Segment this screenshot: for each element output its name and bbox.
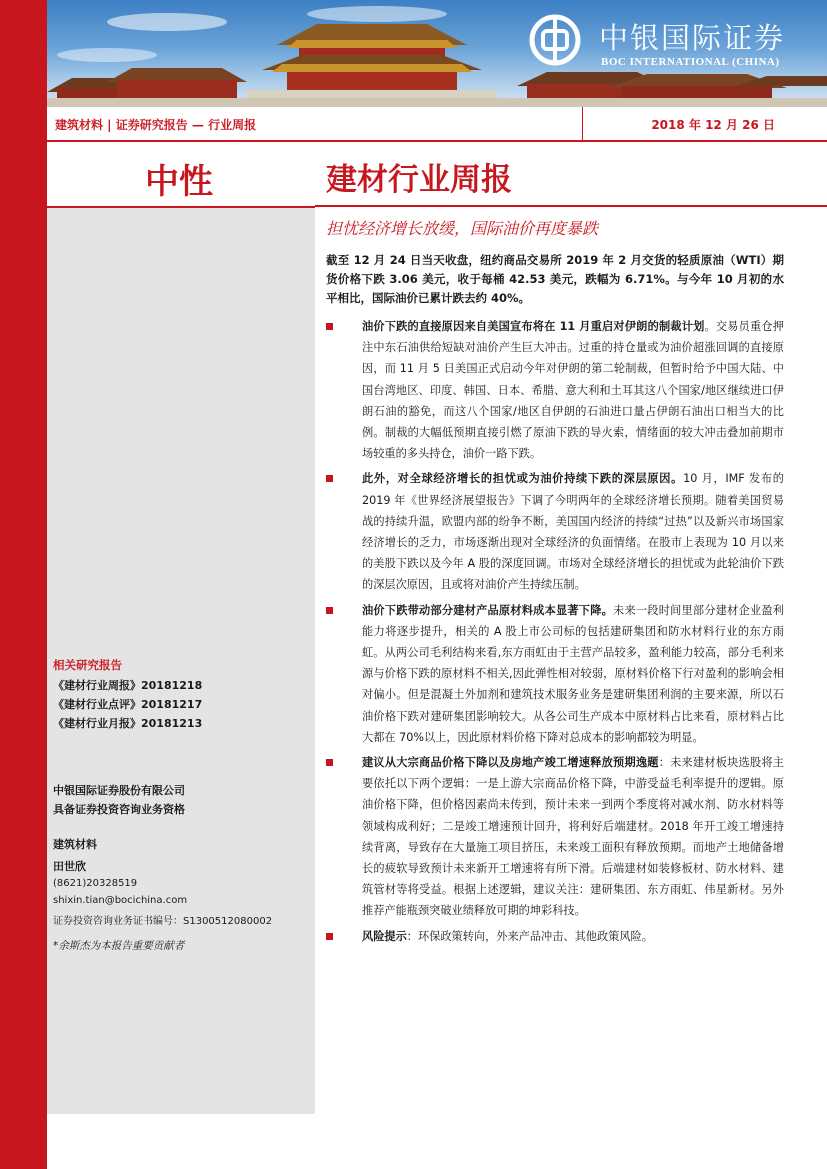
bullet-marker bbox=[326, 475, 333, 482]
company-name: 中银国际证券股份有限公司 bbox=[53, 784, 185, 797]
bullet-item bbox=[326, 468, 784, 595]
report-subheader bbox=[47, 107, 827, 142]
bullet-marker bbox=[326, 759, 333, 766]
bullet-marker bbox=[326, 607, 333, 614]
boc-logo-icon bbox=[529, 14, 581, 66]
report-title: 建材行业周报 bbox=[326, 162, 512, 198]
rating-label: 中性 bbox=[145, 162, 213, 202]
related-report-item[interactable]: 《建材行业周报》20181218 bbox=[53, 679, 203, 692]
bullet-lead: 建议从大宗商品价格下降以及房地产竣工增速释放预期逸题 bbox=[362, 756, 659, 770]
left-red-bar bbox=[0, 0, 47, 1169]
bullet-lead: 油价下跌的直接原因来自美国宣布将在 11 月重启对伊朗的制裁计划 bbox=[362, 320, 705, 333]
brand-name-en: BOC INTERNATIONAL (CHINA) bbox=[601, 56, 780, 68]
related-report-item[interactable]: 《建材行业月报》20181213 bbox=[53, 717, 203, 730]
sidebar bbox=[47, 142, 315, 1114]
brand-logo bbox=[529, 14, 809, 74]
sector-label: 建筑材料 bbox=[53, 838, 97, 851]
header-divider bbox=[582, 107, 583, 140]
related-reports-title: 相关研究报告 bbox=[53, 658, 122, 672]
bullet-item bbox=[326, 316, 784, 464]
bullet-list bbox=[326, 316, 784, 951]
bullet-item bbox=[326, 752, 784, 922]
header-banner bbox=[47, 0, 827, 107]
related-report-item[interactable]: 《建材行业点评》20181217 bbox=[53, 698, 203, 711]
bullet-marker bbox=[326, 933, 333, 940]
bullet-text: ：环保政策转向，外来产品冲击、其他政策风险。 bbox=[406, 929, 653, 943]
analyst-certificate: 证券投资咨询业务证书编号：S1300512080002 bbox=[53, 916, 273, 927]
analyst-name: 田世欣 bbox=[53, 860, 86, 873]
bullet-text: 未来一段时间里部分建材企业盈利能力将逐步提升，相关的 A 股上市公司标的包括建研集团和防水材料行业的东方雨虹。从两公司毛利结构来看,东方雨虹由于主营产品较多，盈利能力较高，部分毛利来源与价格下跌的原材料不相关,因此弹性相对较弱，原材料价格下行对盈利的影响会相对偏小。但是混凝土外加剂和建筑技术服务业务是建研集团利润的主要来源，所以石油价格下跌对建研集团影响较大。从各公司生产成本中原材料占比来看，原材料占比大都在 70%以上，因此原材料价格下降对总成本的影响都较为明显。 bbox=[362, 603, 784, 744]
breadcrumb: 建筑材料 | 证券研究报告 — 行业周报 bbox=[55, 118, 257, 132]
bullet-item bbox=[326, 600, 784, 748]
title-divider bbox=[315, 205, 827, 207]
brand-name-cn: 中银国际证券 bbox=[599, 21, 786, 55]
bullet-text: ：未来建材板块选股将主要依托以下两个逻辑：一是上游大宗商品价格下降，中游受益毛利率提升的逻辑。原油价格下降，但价格因素尚未传到，预计未来一到两个季度将对减水剂、防水材料等领域构成利好；二是竣工增速预计回升，将利好后端建材。2018 年开工竣工增速持续背离，导致存在大量施工项目挤压，未来竣工面积有释放预期。而地产土地储备增长的疲软导致预计未来新开工增速将有所下滑。后端建材如装修板材、防水材料、建筑管材等将受益。根据上述逻辑，建议关注：建研集团、东方雨虹、伟星新材。另外推荐产能瓶颈突破业绩释放可期的坤彩科技。 bbox=[362, 756, 784, 918]
analyst-email[interactable]: shixin.tian@bocichina.com bbox=[53, 895, 188, 906]
bullet-item bbox=[326, 926, 784, 947]
company-qualification: 具备证券投资咨询业务资格 bbox=[53, 803, 185, 816]
rating-box bbox=[47, 142, 315, 208]
bullet-lead: 此外，对全球经济增长的担忧或为油价持续下跌的深层原因。 bbox=[362, 472, 684, 486]
contributor-note: *余斯杰为本报告重要贡献者 bbox=[53, 940, 185, 952]
analyst-phone: (8621)20328519 bbox=[53, 878, 138, 889]
summary-paragraph: 截至 12 月 24 日当天收盘，纽约商品交易所 2019 年 2 月交货的轻质原油（WTI）期货价格下跌 3.06 美元，收于每桶 42.53 美元，跌幅为 6.71%。与今年 10 月初的水平相比，国际油价已累计跌去约 40%。 bbox=[326, 253, 784, 305]
report-subtitle: 担忧经济增长放缓，国际油价再度暴跌 bbox=[326, 219, 599, 238]
report-date: 2018 年 12 月 26 日 bbox=[651, 118, 775, 132]
bullet-marker bbox=[326, 323, 333, 330]
bullet-text: 。交易员重仓押注中东石油供给短缺对油价产生巨大冲击。过重的持仓量或为油价超涨回调的直接原因，而 11 月 5 日美国正式启动今年对伊朗的第二轮制裁，但暂时给予中国大陆、中国台湾地区、印度、韩国、日本、希腊、意大利和土耳其这八个国家/地区继续进口伊朗石油的豁免，而这八个国家/地区自伊朗的石油进口量占伊朗石油出口相当大的比例。制裁的大幅低预期直接引燃了原油下跌的导火索，情绪面的较大冲击叠加前期市场较重的多头持仓，油价一路下跌。 bbox=[362, 320, 784, 461]
bullet-lead: 油价下跌带动部分建材产品原材料成本显著下降。 bbox=[362, 603, 614, 617]
bullet-lead: 风险提示 bbox=[362, 929, 407, 943]
bullet-text: 10 月，IMF 发布的 2019 年《世界经济展望报告》下调了今明两年的全球经济增长预期。随着美国贸易战的持续升温，欧盟内部的纷争不断，美国国内经济的持续“过热”以及新兴市场国家经济增长的乏力，市场逐渐出现对全球经济的负面情绪。在股市上表现为 10 月以来的美股下跌以及今年 A 股的深度回调。市场对全球经济增长的担忧或为此轮油价下跌的深层次原因，且或将对油价产生持续压制。 bbox=[362, 472, 784, 592]
